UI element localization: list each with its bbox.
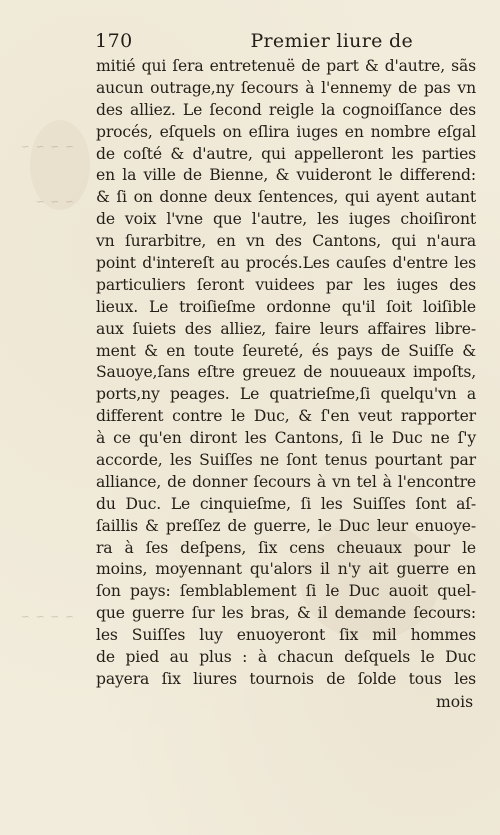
text-line: de coſté & d'autre, qui appelleront les parties xyxy=(96,144,476,163)
text-line: à ce qu'en diront les Cantons, ſi le Duc ne ſ'y xyxy=(96,429,476,448)
bleed-through-mark: ~ ~ ~ ~ xyxy=(19,610,74,623)
text-line: du Duc. Le cinquieſme, ſi les Suiſſes ſont aſ- xyxy=(96,494,476,513)
text-line: point d'intereſt au procés.Les cauſes d'entre les xyxy=(96,254,476,273)
text-line: particuliers ſeront vuidees par les iuges des xyxy=(96,275,476,294)
text-line: mitié qui ſera entretenuë de part & d'autre, sãs xyxy=(96,57,476,75)
text-line: ſaillis & preſſez de guerre, le Duc leur enuoye- xyxy=(96,516,476,535)
text-line: de pied au plus : à chacun deſquels le Duc xyxy=(96,648,476,667)
text-line: ſon pays: ſemblablement ſi le Duc auoit quel- xyxy=(96,582,476,601)
text-line: ports,ny peages. Le quatrieſme,ſi quelqu'vn a xyxy=(96,385,476,404)
bleed-through-mark: ~ ~ ~ ~ xyxy=(19,140,74,153)
text-line: vn ſurarbitre, en vn des Cantons, qui n'aura xyxy=(96,232,476,251)
text-line: en la ville de Bienne, & vuideront le differend: xyxy=(96,166,476,185)
text-line: aux ſuiets des alliez, faire leurs affaires libre- xyxy=(96,319,476,338)
text-line: ment & en toute ſeureté, és pays de Suiſſe & xyxy=(96,341,476,360)
page-number: 170 xyxy=(95,30,133,52)
body-text xyxy=(96,56,476,691)
text-line: payera ſix liures tournois de ſolde tous les xyxy=(96,669,476,688)
text-line: different contre le Duc, & ſ'en veut rapporter xyxy=(96,407,476,426)
page-header xyxy=(95,30,413,56)
text-line: Sauoye,ſans eſtre greuez de nouueaux impoſts, xyxy=(96,363,476,382)
text-line: procés, eſquels on eſlira iuges en nombre eſgal xyxy=(96,122,476,141)
catchword: mois xyxy=(436,693,474,711)
text-line: de voix l'vne que l'autre, les iuges choiſiront xyxy=(96,210,476,229)
text-line: lieux. Le troiſieſme ordonne qu'il ſoit loiſible xyxy=(96,297,476,316)
text-line: & ſi on donne deux ſentences, qui ayent autant xyxy=(96,188,476,207)
text-line: moins, moyennant qu'alors il n'y ait guerre en xyxy=(96,560,476,579)
text-line: aucun outrage,ny ſecours à l'ennemy de pas vn xyxy=(96,78,476,97)
text-line: ra à ſes deſpens, ſix cens cheuaux pour le xyxy=(96,538,476,557)
text-line: les Suiſſes luy enuoyeront ſix mil hommes xyxy=(96,626,476,645)
text-line: alliance, de donner ſecours à vn tel à l'encontre xyxy=(96,472,476,491)
bleed-through-mark: ~ ~ ~ xyxy=(34,195,74,208)
text-line: des alliez. Le ſecond reigle la cognoiſſance des xyxy=(96,100,476,119)
running-title: Premier liure de xyxy=(250,30,413,52)
text-line: accorde, les Suiſſes ne ſont tenus pourtant par xyxy=(96,451,476,470)
text-line: que guerre ſur les bras, & il demande ſecours: xyxy=(96,604,476,623)
